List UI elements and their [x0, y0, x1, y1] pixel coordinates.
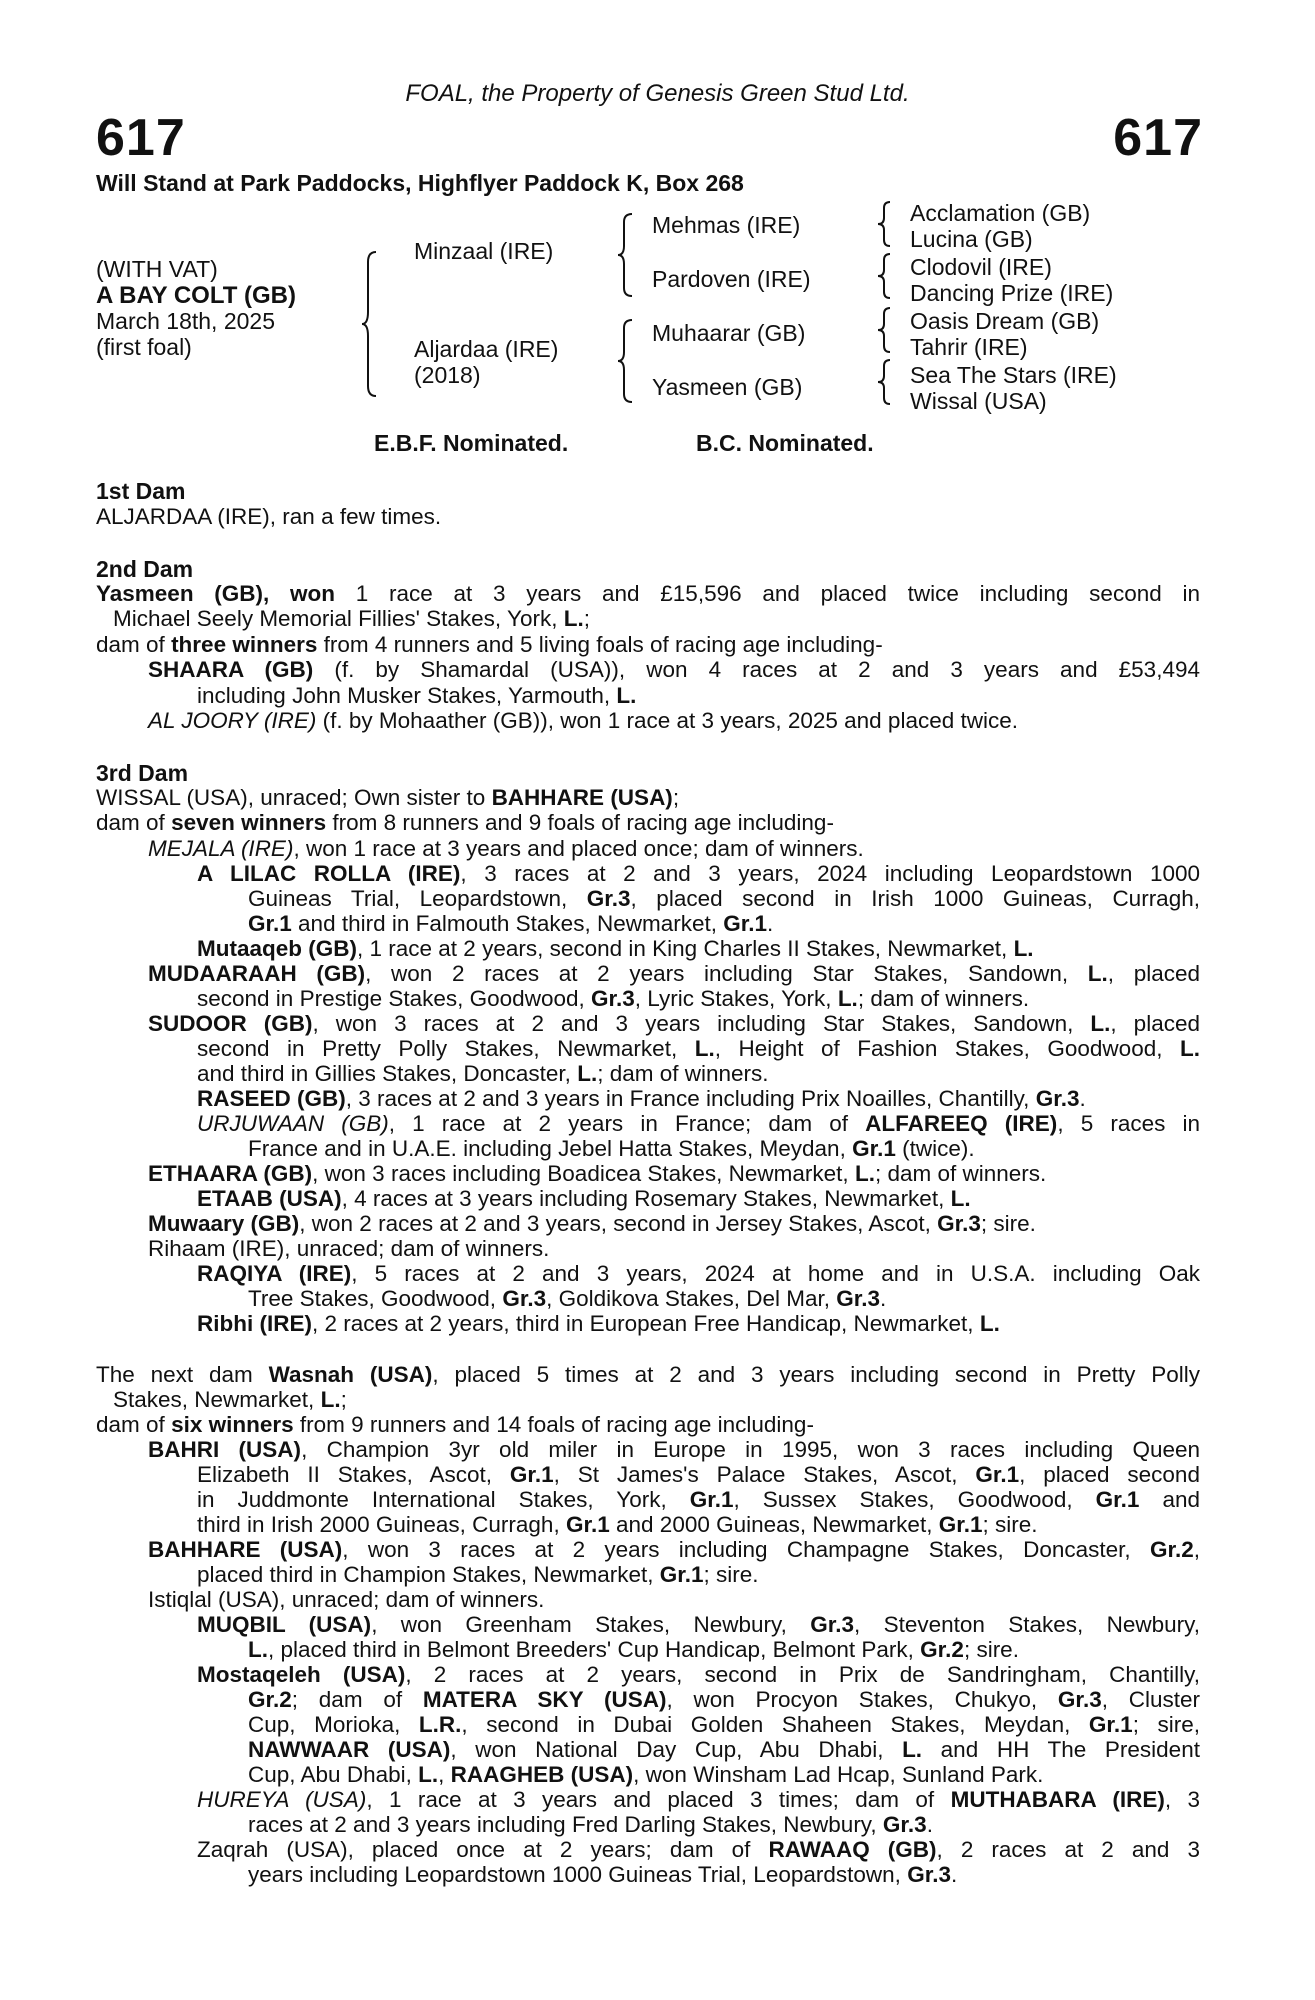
pedigree-sss: Acclamation (GB)	[910, 200, 1091, 226]
bc-nominated: B.C. Nominated.	[696, 430, 874, 456]
rihaam-line: Rihaam (IRE), unraced; dam of winners.	[148, 1236, 550, 1261]
ribhi-line: Ribhi (IRE), 2 races at 2 years, third in European Free Handicap, Newmarket, L.	[197, 1311, 1000, 1336]
pedigree-sds: Clodovil (IRE)	[910, 254, 1052, 280]
first-dam-text: ALJARDAA (IRE), ran a few times.	[96, 504, 442, 529]
pedigree-bracket-dam	[618, 318, 638, 404]
sudoor-line2: second in Pretty Polly Stakes, Newmarket, L., Height of Fashion Stakes, Goodwood, L.	[197, 1036, 1200, 1061]
next-dam-line1: The next dam Wasnah (USA), placed 5 times at 2 and 3 years including second in Pretty Polly	[96, 1362, 1201, 1387]
lilac-line3: Gr.1 and third in Falmouth Stakes, Newmarket, Gr.1.	[248, 911, 774, 936]
mostaqeleh-line3: Cup, Morioka, L.R., second in Dubai Golden Shaheen Stakes, Meydan, Gr.1; sire,	[248, 1712, 1200, 1737]
istiqlal-line: Istiqlal (USA), unraced; dam of winners.	[148, 1587, 545, 1612]
third-dam-heading: 3rd Dam	[96, 760, 189, 786]
bahri-line1: BAHRI (USA), Champion 3yr old miler in Europe in 1995, won 3 races including Queen	[148, 1437, 1200, 1462]
third-dam-produce: dam of seven winners from 8 runners and 9 foals of racing age including-	[96, 810, 834, 835]
pedigree-dss: Oasis Dream (GB)	[910, 308, 1100, 334]
pedigree-ss: Mehmas (IRE)	[652, 212, 801, 238]
zaqrah-line1: Zaqrah (USA), placed once at 2 years; dam of RAWAAQ (GB), 2 races at 2 and 3	[197, 1837, 1200, 1862]
ethaara-line: ETHAARA (GB), won 3 races including Boadicea Stakes, Newmarket, L.; dam of winners.	[148, 1161, 1047, 1186]
pedigree-dam: Aljardaa (IRE)	[414, 336, 559, 362]
muqbil-line1: MUQBIL (USA), won Greenham Stakes, Newbury, Gr.3, Steventon Stakes, Newbury,	[197, 1612, 1201, 1637]
bahri-line3: in Juddmonte International Stakes, York, Gr.1, Sussex Stakes, Goodwood, Gr.1 and	[197, 1487, 1200, 1512]
second-dam-line2: Michael Seely Memorial Fillies' Stakes, York, L.;	[113, 606, 590, 631]
bahri-line2: Elizabeth II Stakes, Ascot, Gr.1, St James's Palace Stakes, Ascot, Gr.1, placed second	[197, 1462, 1200, 1487]
pedigree-sdd: Dancing Prize (IRE)	[910, 280, 1114, 306]
raseed-line: RASEED (GB), 3 races at 2 and 3 years in France including Prix Noailles, Chantilly, Gr.3.	[197, 1086, 1086, 1111]
mudaaraah-line1: MUDAARAAH (GB), won 2 races at 2 years including Star Stakes, Sandown, L., placed	[148, 961, 1200, 986]
muwaary-line: Muwaary (GB), won 2 races at 2 and 3 years, second in Jersey Stakes, Ascot, Gr.3; sire.	[148, 1211, 1036, 1236]
pedigree-dds: Sea The Stars (IRE)	[910, 362, 1117, 388]
pedigree-ds: Muhaarar (GB)	[652, 320, 806, 346]
mostaqeleh-line5: Cup, Abu Dhabi, L., RAAGHEB (USA), won Winsham Lad Hcap, Sunland Park.	[248, 1762, 1044, 1787]
mostaqeleh-line1: Mostaqeleh (USA), 2 races at 2 years, second in Prix de Sandringham, Chantilly,	[197, 1662, 1200, 1687]
pedigree-dsd: Tahrir (IRE)	[910, 334, 1028, 360]
third-dam-line1: WISSAL (USA), unraced; Own sister to BAHHARE (USA);	[96, 785, 680, 810]
mostaqeleh-line4: NAWWAAR (USA), won National Day Cup, Abu Dhabi, L. and HH The President	[248, 1737, 1200, 1762]
raqiya-line1: RAQIYA (IRE), 5 races at 2 and 3 years, 2024 at home and in U.S.A. including Oak	[197, 1261, 1200, 1286]
foal-date: March 18th, 2025	[96, 308, 276, 334]
foal-heading: FOAL, the Property of Genesis Green Stud Ltd.	[405, 80, 910, 107]
pedigree-bracket-ds	[878, 306, 894, 354]
second-dam-line1: Yasmeen (GB), won 1 race at 3 years and £15,596 and placed twice including second in	[96, 581, 1200, 606]
aljoory-line: AL JOORY (IRE) (f. by Mohaather (GB)), won 1 race at 3 years, 2025 and placed twice.	[148, 708, 1019, 733]
first-dam-heading: 1st Dam	[96, 478, 186, 504]
sudoor-line3: and third in Gillies Stakes, Doncaster, L.; dam of winners.	[197, 1061, 769, 1086]
raqiya-line2: Tree Stakes, Goodwood, Gr.3, Goldikova Stakes, Del Mar, Gr.3.	[248, 1286, 887, 1311]
mejala-line: MEJALA (IRE), won 1 race at 3 years and placed once; dam of winners.	[148, 836, 864, 861]
second-dam-heading: 2nd Dam	[96, 556, 194, 582]
vat-note: (WITH VAT)	[96, 256, 218, 282]
pedigree-bracket-main	[362, 250, 382, 400]
bahhare-line1: BAHHARE (USA), won 3 races at 2 years including Champagne Stakes, Doncaster, Gr.2,	[148, 1537, 1200, 1562]
pedigree-ddd: Wissal (USA)	[910, 388, 1047, 414]
second-dam-produce: dam of three winners from 4 runners and 5 living foals of racing age including-	[96, 632, 883, 657]
pedigree-sd: Pardoven (IRE)	[652, 266, 811, 292]
bahhare-line2: placed third in Champion Stakes, Newmarket, Gr.1; sire.	[197, 1562, 759, 1587]
mostaqeleh-line2: Gr.2; dam of MATERA SKY (USA), won Procyon Stakes, Chukyo, Gr.3, Cluster	[248, 1687, 1200, 1712]
mudaaraah-line2: second in Prestige Stakes, Goodwood, Gr.3, Lyric Stakes, York, L.; dam of winners.	[197, 986, 1030, 1011]
pedigree-bracket-sire	[618, 212, 638, 298]
urjuwaan-line1: URJUWAAN (GB), 1 race at 2 years in France; dam of ALFAREEQ (IRE), 5 races in	[197, 1111, 1200, 1136]
zaqrah-line2: years including Leopardstown 1000 Guineas Trial, Leopardstown, Gr.3.	[248, 1862, 958, 1887]
sudoor-line1: SUDOOR (GB), won 3 races at 2 and 3 years including Star Stakes, Sandown, L., placed	[148, 1011, 1200, 1036]
muqbil-line2: L., placed third in Belmont Breeders' Cup Handicap, Belmont Park, Gr.2; sire.	[248, 1637, 1019, 1662]
lot-number-right: 617	[1113, 109, 1203, 167]
lilac-line2: Guineas Trial, Leopardstown, Gr.3, placed second in Irish 1000 Guineas, Curragh,	[248, 886, 1200, 911]
lilac-line1: A LILAC ROLLA (IRE), 3 races at 2 and 3 years, 2024 including Leopardstown 1000	[197, 861, 1200, 886]
urjuwaan-line2: France and in U.A.E. including Jebel Hatta Stakes, Meydan, Gr.1 (twice).	[248, 1136, 975, 1161]
bahri-line4: third in Irish 2000 Guineas, Curragh, Gr.1 and 2000 Guineas, Newmarket, Gr.1; sire.	[197, 1512, 1038, 1537]
foal-note: (first foal)	[96, 334, 192, 360]
pedigree-dd: Yasmeen (GB)	[652, 374, 803, 400]
pedigree-bracket-ss	[878, 200, 894, 248]
shaara-line1: SHAARA (GB) (f. by Shamardal (USA)), won 4 races at 2 and 3 years and £53,494	[148, 657, 1200, 682]
stand-location: Will Stand at Park Paddocks, Highflyer Paddock K, Box 268	[96, 170, 744, 196]
next-dam-produce: dam of six winners from 9 runners and 14 foals of racing age including-	[96, 1412, 814, 1437]
hureya-line2: races at 2 and 3 years including Fred Darling Stakes, Newbury, Gr.3.	[248, 1812, 933, 1837]
mutaqeb-line: Mutaaqeb (GB), 1 race at 2 years, second in King Charles II Stakes, Newmarket, L.	[197, 936, 1034, 961]
pedigree-ssd: Lucina (GB)	[910, 226, 1033, 252]
lot-title: A BAY COLT (GB)	[96, 282, 297, 309]
hureya-line1: HUREYA (USA), 1 race at 3 years and placed 3 times; dam of MUTHABARA (IRE), 3	[197, 1787, 1200, 1812]
pedigree-dam-year: (2018)	[414, 362, 481, 388]
pedigree-bracket-dd	[878, 358, 894, 406]
shaara-line2: including John Musker Stakes, Yarmouth, L.	[197, 683, 637, 708]
next-dam-line2: Stakes, Newmarket, L.;	[113, 1387, 347, 1412]
pedigree-sire: Minzaal (IRE)	[414, 238, 554, 264]
pedigree-bracket-sd	[878, 252, 894, 300]
lot-number-left: 617	[96, 109, 186, 167]
etaab-line: ETAAB (USA), 4 races at 3 years including Rosemary Stakes, Newmarket, L.	[197, 1186, 971, 1211]
ebf-nominated: E.B.F. Nominated.	[374, 430, 569, 456]
